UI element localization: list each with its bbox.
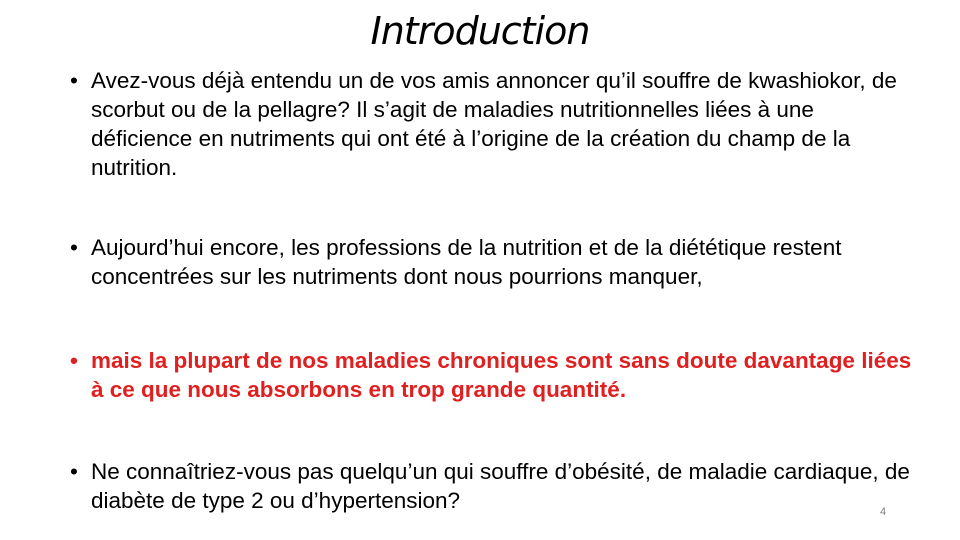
bullet-item <box>70 457 921 515</box>
bullet-text: Ne connaîtriez-vous pas quelqu’un qui souffre d’obésité, de maladie cardiaque, de diabète de type 2 ou d’hypertension? <box>91 459 910 513</box>
bullet-dot-icon: • <box>70 348 78 373</box>
bullet-dot-icon: • <box>70 235 78 260</box>
bullet-dot-icon: • <box>70 68 78 93</box>
bullet-dot-icon: • <box>70 459 78 484</box>
slide-title: Introduction <box>370 9 590 53</box>
bullet-item <box>70 66 921 182</box>
bullet-item <box>70 233 921 291</box>
page-number: 4 <box>879 506 887 518</box>
bullet-text: Avez-vous déjà entendu un de vos amis annoncer qu’il souffre de kwashiokor, de scorbut ou de la pellagre? Il s’agit de maladies nutritionnelles liées à une déficience en nutriments qui ont été à l’origine de la création du champ de la nutrition. <box>91 68 897 180</box>
bullet-item-highlighted <box>70 346 921 404</box>
bullet-text: Aujourd’hui encore, les professions de la nutrition et de la diététique restent concentrées sur les nutriments dont nous pourrions manquer, <box>91 235 842 289</box>
bullet-text: mais la plupart de nos maladies chroniques sont sans doute davantage liées à ce que nous absorbons en trop grande quantité. <box>91 348 912 402</box>
